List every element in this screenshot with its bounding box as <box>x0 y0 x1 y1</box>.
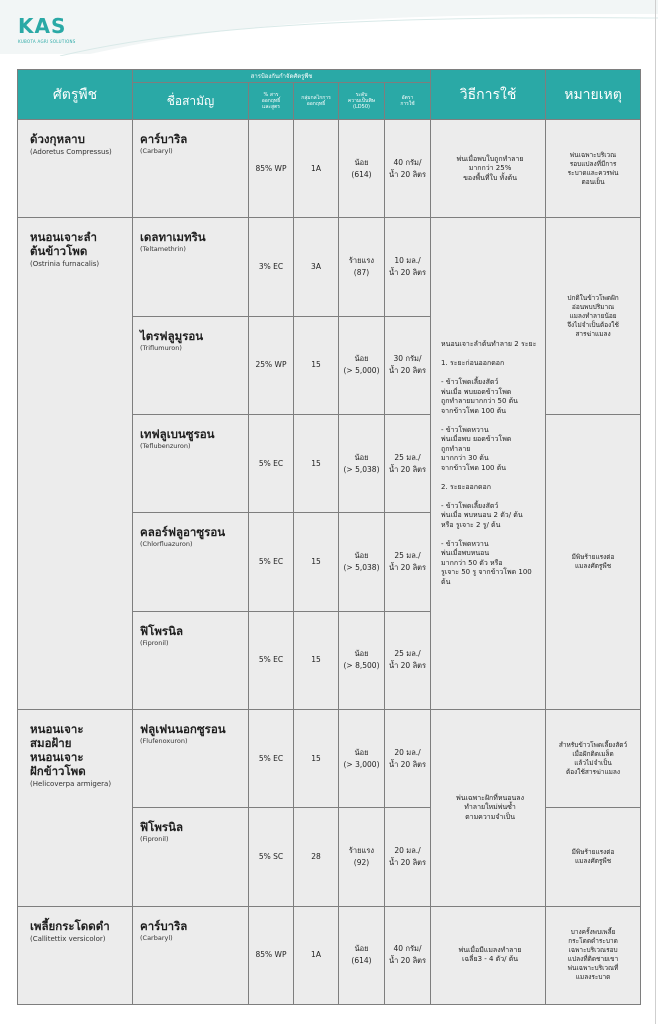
chemical-name: ไตรฟลูมูรอน <box>140 328 204 343</box>
chemical-english-name: (Chlorfluazuron) <box>140 540 193 549</box>
chemical-name: ฟิโพรนิล <box>140 820 183 835</box>
rate-cell: 25 มล./ น้ำ 20 ลิตร <box>385 611 431 709</box>
pest-scientific-name: (Callitettix versicolor) <box>30 934 106 943</box>
chemical-name: เทฟลูเบนซูรอน <box>140 427 215 442</box>
chemical-name: คลอร์ฟลูอาซูรอน <box>140 525 226 540</box>
pesticide-table-container <box>17 69 640 1005</box>
note-cell: ปกติในข้าวโพดฝัก อ่อนพบปริมาณ แมลงทำลายน้อย จึงไม่จำเป็นต้องใช้ สารฆ่าแมลง <box>546 218 641 415</box>
pct-cell: 85% WP <box>249 120 294 218</box>
moa-cell: 15 <box>294 415 339 513</box>
pct-cell: 3% EC <box>249 218 294 316</box>
chemical-english-name: (Triflumuron) <box>140 343 182 352</box>
chemical-english-name: (Fipronil) <box>140 835 169 844</box>
pct-cell: 5% SC <box>249 808 294 906</box>
method-cell: หนอนเจาะลำต้นทำลาย 2 ระยะ 1. ระยะก่อนออกดอก - ข้าวโพดเลี้ยงสัตว์ พ่นเมื่อ พบยอดข้าวโพด ถูกทำลายมากกว่า 50 ต้น จากข้าวโพด 100 ต้น - ข้าวโพดหวาน พ่นเมื่อพบ ยอดข้าวโพด ถูกทำลาย มากกว่า 30 ต้น จากข้าวโพด 100 ต้น 2. ระยะออกดอก - ข้าวโพดเลี้ยงสัตว์ พ่นเมื่อ พบหนอน 2 ตัว/ ต้น หรือ รูเจาะ 2 รู/ ต้น - ข้าวโพดหวาน พ่นเมื่อพบหนอน มากกว่า 50 ตัว หรือ รูเจาะ 50 รู จากข้าวโพด 100 ต้น <box>431 218 546 710</box>
table-row <box>18 218 641 316</box>
note-cell: มีพิษร้ายแรงต่อ แมลงศัตรูพืช <box>546 808 641 906</box>
logo-mark: KAS <box>18 14 67 38</box>
note-cell: สำหรับข้าวโพดเลี้ยงสัตว์ เมื่อฝักติดเมล็ด แล้วไม่จำเป็น ต้องใช้สารฆ่าแมลง <box>546 710 641 808</box>
toxicity-cell: น้อย (614) <box>339 120 385 218</box>
pct-cell: 85% WP <box>249 906 294 1004</box>
header-method: วิธีการใช้ <box>431 70 546 120</box>
chemical-cell <box>133 415 249 513</box>
pct-cell: 5% EC <box>249 415 294 513</box>
chemical-cell <box>133 906 249 1004</box>
rate-cell: 40 กรัม/ น้ำ 20 ลิตร <box>385 120 431 218</box>
pest-scientific-name: (Adoretus Compressus) <box>30 148 112 157</box>
kas-logo <box>18 14 76 44</box>
chemical-cell <box>133 808 249 906</box>
pest-name: หนอนเจาะลำ ต้นข้าวโพด <box>30 230 98 259</box>
rate-cell: 40 กรัม/ น้ำ 20 ลิตร <box>385 906 431 1004</box>
pct-cell: 5% EC <box>249 513 294 611</box>
chemical-english-name: (Teflubenzuron) <box>140 442 191 451</box>
rate-cell: 20 มล./ น้ำ 20 ลิตร <box>385 710 431 808</box>
rate-cell: 30 กรัม/ น้ำ 20 ลิตร <box>385 316 431 414</box>
chemical-english-name: (Flufenoxuron) <box>140 737 188 746</box>
moa-cell: 1A <box>294 120 339 218</box>
top-banner <box>0 0 658 56</box>
pest-cell <box>18 218 133 710</box>
toxicity-cell: น้อย (> 8,500) <box>339 611 385 709</box>
chemical-cell <box>133 120 249 218</box>
toxicity-cell: น้อย (614) <box>339 906 385 1004</box>
header-note: หมายเหตุ <box>546 70 641 120</box>
chemical-name: คาร์บาริล <box>140 918 188 933</box>
chemical-cell <box>133 611 249 709</box>
pest-scientific-name: (Ostrinia furnacalis) <box>30 260 100 269</box>
chemical-cell <box>133 316 249 414</box>
pest-name: ด้วงกุหลาบ <box>30 132 85 147</box>
pesticide-table <box>17 69 641 1005</box>
note-cell: พ่นเฉพาะบริเวณ รอบแปลงที่มีการ ระบาดและควรพ่น ตอนเย็น <box>546 120 641 218</box>
chemical-cell <box>133 513 249 611</box>
banner-wave-graphic <box>0 0 658 56</box>
header-pct: % สาร ออกฤทธิ์ และสูตร <box>249 83 294 120</box>
chemical-name: คาร์บาริล <box>140 132 188 147</box>
moa-cell: 15 <box>294 710 339 808</box>
header-toxicity: ระดับ ความเป็นพิษ (LD50) <box>339 83 385 120</box>
method-cell: พ่นเฉพาะฝักที่หนอนลง ทำลายใหม่พ่นซ้ำ ตามความจำเป็น <box>431 710 546 907</box>
pest-scientific-name: (Helicoverpa armigera) <box>30 780 112 789</box>
pct-cell: 5% EC <box>249 611 294 709</box>
pct-cell: 5% EC <box>249 710 294 808</box>
pest-cell <box>18 906 133 1004</box>
page-edge-line <box>655 0 656 1024</box>
table-row <box>18 906 641 1004</box>
pest-cell <box>18 120 133 218</box>
moa-cell: 15 <box>294 316 339 414</box>
chemical-name: ฟลูเฟนนอกซูรอน <box>140 722 226 737</box>
header-pest: ศัตรูพืช <box>18 70 133 120</box>
header-rate: อัตรา การใช้ <box>385 83 431 120</box>
toxicity-cell: น้อย (> 3,000) <box>339 710 385 808</box>
chemical-english-name: (Carbaryl) <box>140 147 173 156</box>
chemical-english-name: (Fipronil) <box>140 638 169 647</box>
rate-cell: 10 มล./ น้ำ 20 ลิตร <box>385 218 431 316</box>
pest-name: หนอนเจาะ สมอฝ้าย หนอนเจาะ ฝักข้าวโพด <box>30 722 86 779</box>
toxicity-cell: น้อย (> 5,038) <box>339 513 385 611</box>
moa-cell: 15 <box>294 513 339 611</box>
chemical-english-name: (Teltamethrin) <box>140 245 186 254</box>
moa-cell: 28 <box>294 808 339 906</box>
chemical-cell <box>133 710 249 808</box>
header-common-name: ชื่อสามัญ <box>133 83 249 120</box>
chemical-name: ฟิโพรนิล <box>140 623 183 638</box>
header-row-group <box>18 70 641 83</box>
toxicity-cell: ร้ายแรง (92) <box>339 808 385 906</box>
method-cell: พ่นเมื่อมีแมลงทำลาย เฉลี่ย3 - 4 ตัว/ ต้น <box>431 906 546 1004</box>
table-row <box>18 710 641 808</box>
logo-tagline: KUBOTA AGRI SOLUTIONS <box>18 39 76 44</box>
pest-cell <box>18 710 133 907</box>
moa-cell: 3A <box>294 218 339 316</box>
method-cell: พ่นเมื่อพบใบถูกทำลาย มากกว่า 25% ของพื้นที่ใบ ทั้งต้น <box>431 120 546 218</box>
header-group-title: สารป้องกันกำจัดศัตรูพืช <box>133 70 431 83</box>
header-moa: กลุ่มกลไกการ ออกฤทธิ์ <box>294 83 339 120</box>
toxicity-cell: น้อย (> 5,000) <box>339 316 385 414</box>
rate-cell: 25 มล./ น้ำ 20 ลิตร <box>385 513 431 611</box>
table-row <box>18 120 641 218</box>
moa-cell: 15 <box>294 611 339 709</box>
note-cell: มีพิษร้ายแรงต่อ แมลงศัตรูพืช <box>546 415 641 710</box>
chemical-name: เดลทาเมทริน <box>140 230 206 245</box>
chemical-english-name: (Carbaryl) <box>140 933 173 942</box>
moa-cell: 1A <box>294 906 339 1004</box>
pest-name: เพลี้ยกระโดดดำ <box>30 918 110 933</box>
note-cell: บางครั้งพบเพลี้ย กระโดดดำระบาด เฉพาะบริเวณรอบ แปลงที่ติดชายเขา พ่นเฉพาะบริเวณที่ แมลงระบาด <box>546 906 641 1004</box>
chemical-cell <box>133 218 249 316</box>
rate-cell: 20 มล./ น้ำ 20 ลิตร <box>385 808 431 906</box>
toxicity-cell: ร้ายแรง (87) <box>339 218 385 316</box>
rate-cell: 25 มล./ น้ำ 20 ลิตร <box>385 415 431 513</box>
toxicity-cell: น้อย (> 5,038) <box>339 415 385 513</box>
pct-cell: 25% WP <box>249 316 294 414</box>
